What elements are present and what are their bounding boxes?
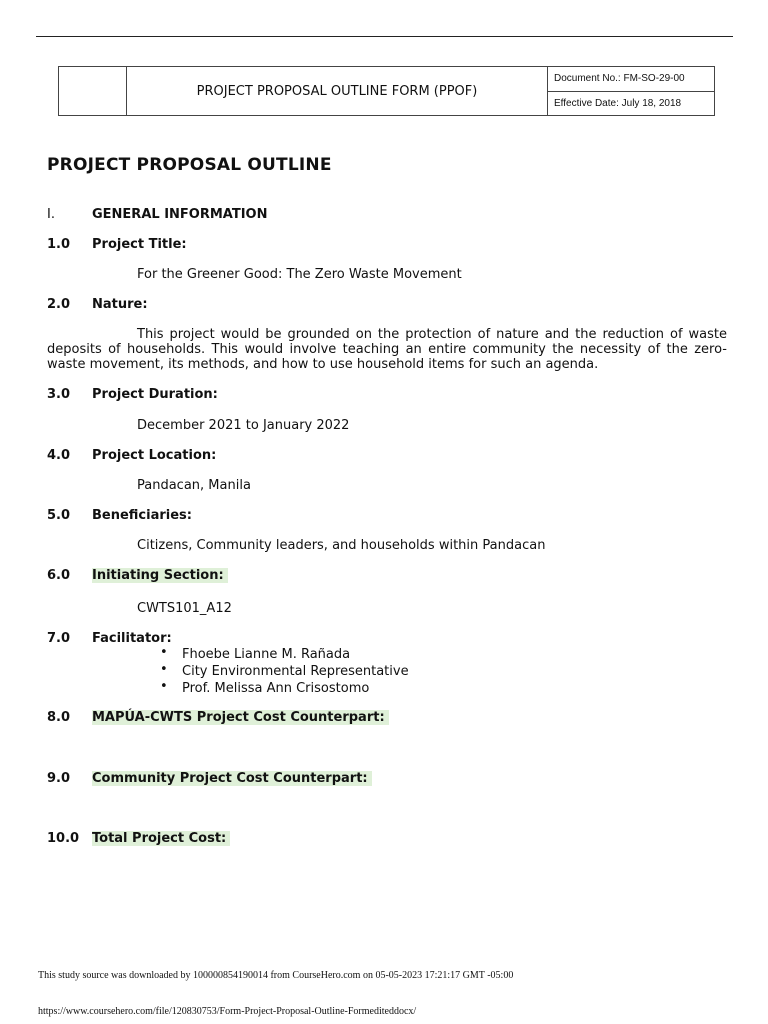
section-number: 2.0 [47, 297, 71, 312]
project-title-value: For the Greener Good: The Zero Waste Movement [137, 267, 462, 282]
facilitator-name: Fhoebe Lianne M. Rañada [182, 647, 351, 662]
section-label: Community Project Cost Counterpart: [92, 771, 372, 786]
section-label: Project Duration: [92, 387, 218, 402]
section-label: Project Location: [92, 448, 217, 463]
beneficiaries-value: Citizens, Community leaders, and households within Pandacan [137, 538, 546, 553]
duration-value: December 2021 to January 2022 [137, 418, 350, 433]
section-number: 1.0 [47, 237, 71, 252]
bullet-icon: • [160, 662, 168, 677]
top-rule [36, 36, 733, 37]
section-number: 7.0 [47, 631, 71, 646]
facilitator-list [160, 646, 409, 697]
section-label: GENERAL INFORMATION [92, 207, 268, 222]
section-number: 4.0 [47, 448, 71, 463]
section-label: Initiating Section: [92, 568, 228, 583]
section-label: Facilitator: [92, 631, 172, 646]
location-value: Pandacan, Manila [137, 478, 251, 493]
form-title: PROJECT PROPOSAL OUTLINE FORM (PPOF) [127, 67, 548, 115]
section-number: I. [47, 207, 55, 222]
section-label: MAPÚA-CWTS Project Cost Counterpart: [92, 710, 389, 725]
list-item [160, 646, 409, 663]
bullet-icon: • [160, 679, 168, 694]
source-url[interactable]: https://www.coursehero.com/file/120830753/Form-Project-Proposal-Outline-Formediteddocx/ [38, 1006, 417, 1017]
section-label: Nature: [92, 297, 148, 312]
section-label: Beneficiaries: [92, 508, 192, 523]
section-number: 3.0 [47, 387, 71, 402]
section-number: 9.0 [47, 771, 71, 786]
form-header-table [58, 66, 715, 116]
section-label: Total Project Cost: [92, 831, 230, 846]
download-notice: This study source was downloaded by 100000854190014 from CourseHero.com on 05-05-2023 17:21:17 GMT -05:00 [38, 970, 514, 981]
effective-date: Effective Date: July 18, 2018 [554, 97, 682, 109]
initiating-value: CWTS101_A12 [137, 601, 232, 616]
nature-paragraph: This project would be grounded on the protection of nature and the reduction of waste deposits of households. This would involve teaching an entire community the necessity of the zero-waste movement, its methods, and how to use household items for such an agenda. [47, 327, 727, 372]
section-number: 8.0 [47, 710, 71, 725]
form-meta [548, 67, 714, 115]
section-number: 10.0 [47, 831, 80, 846]
list-item [160, 663, 409, 680]
logo-cell [59, 67, 127, 115]
page-title: PROJECT PROPOSAL OUTLINE [47, 155, 332, 175]
facilitator-name: Prof. Melissa Ann Crisostomo [182, 681, 370, 696]
facilitator-name: City Environmental Representative [182, 664, 409, 679]
section-number: 5.0 [47, 508, 71, 523]
document-number: Document No.: FM-SO-29-00 [548, 67, 714, 92]
section-number: 6.0 [47, 568, 71, 583]
bullet-icon: • [160, 645, 168, 660]
section-label: Project Title: [92, 237, 187, 252]
list-item [160, 680, 409, 697]
